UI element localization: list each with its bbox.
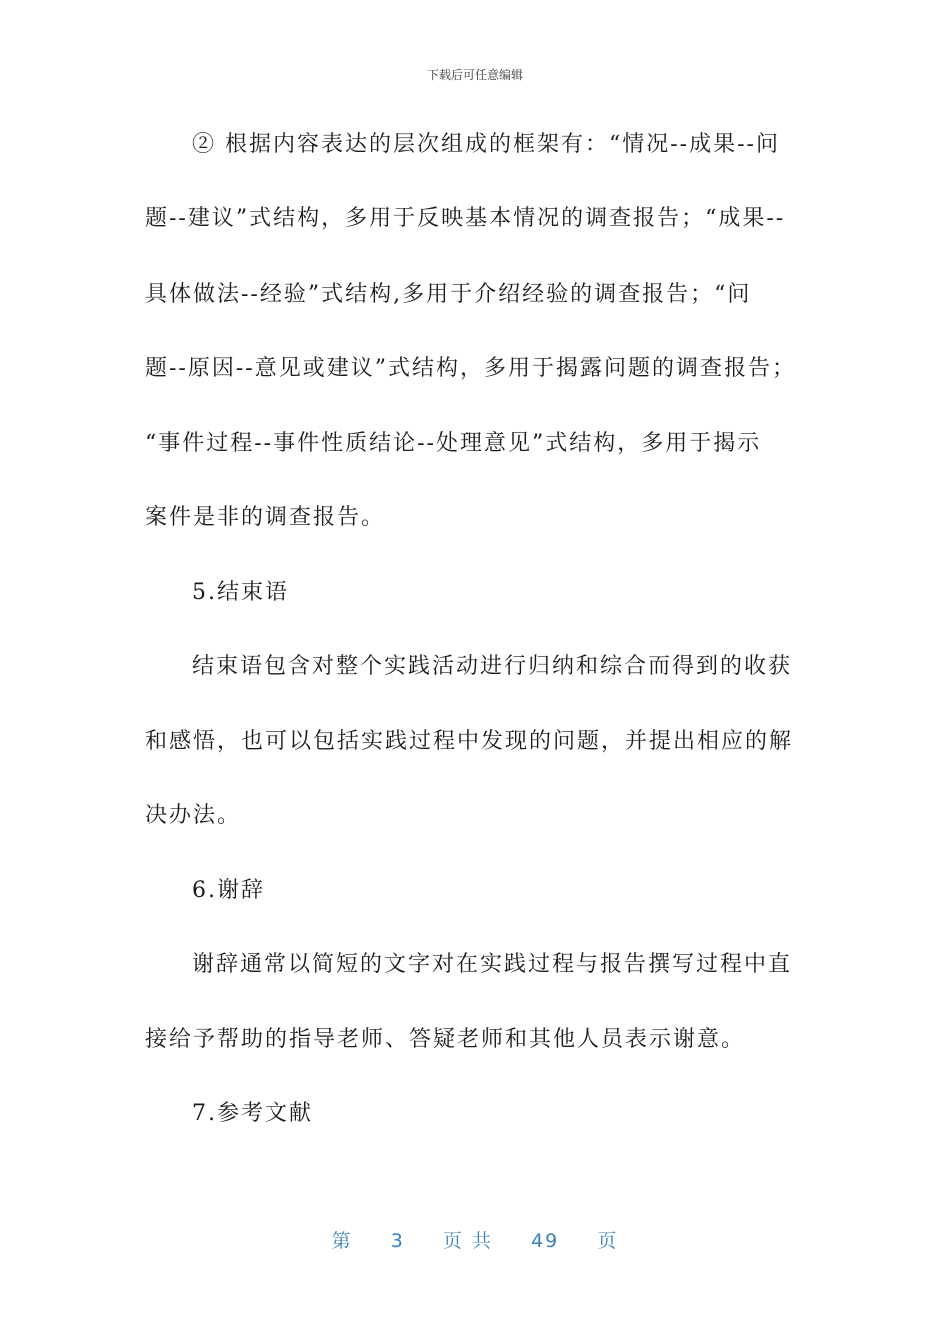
paragraph-acknowledgement-line-2: 接给予帮助的指导老师、答疑老师和其他人员表示谢意。 [145,1027,746,1052]
paragraph-structure-line-4: 题--原因--意见或建议”式结构，多用于揭露问题的调查报告； [145,356,796,381]
page-mid: 页 共 [442,1230,493,1252]
paragraph-conclusion-line-1: 结束语包含对整个实践活动进行归纳和综合而得到的收获 [192,654,793,679]
paragraph-structure-line-6: 案件是非的调查报告。 [145,505,386,530]
heading-acknowledgement: 6.谢辞 [192,878,265,903]
heading-conclusion: 5.结束语 [192,580,289,605]
paragraph-structure-line-2: 题--建议”式结构，多用于反映基本情况的调查报告；“成果-- [145,206,786,231]
paragraph-acknowledgement-line-1: 谢辞通常以简短的文字对在实践过程与报告撰写过程中直 [192,952,793,977]
paragraph-conclusion-line-2: 和感悟，也可以包括实践过程中发现的问题，并提出相应的解 [145,729,794,754]
page-total: 49 [531,1230,560,1252]
heading-references: 7.参考文献 [192,1101,313,1126]
paragraph-structure-line-3: 具体做法--经验”式结构,多用于介绍经验的调查报告；“问 [145,282,752,307]
paragraph-structure-line-5: “事件过程--事件性质结论--处理意见”式结构，多用于揭示 [145,431,762,456]
page-suffix: 页 [597,1230,619,1252]
paragraph-structure-line-1: ② 根据内容表达的层次组成的框架有：“情况--成果--问 [192,132,780,157]
page-header-note: 下载后可任意编辑 [426,68,523,82]
page-footer-pagination [0,1226,950,1253]
page-number: 3 [390,1230,405,1252]
page-prefix: 第 [331,1230,353,1252]
paragraph-conclusion-line-3: 决办法。 [145,803,242,828]
